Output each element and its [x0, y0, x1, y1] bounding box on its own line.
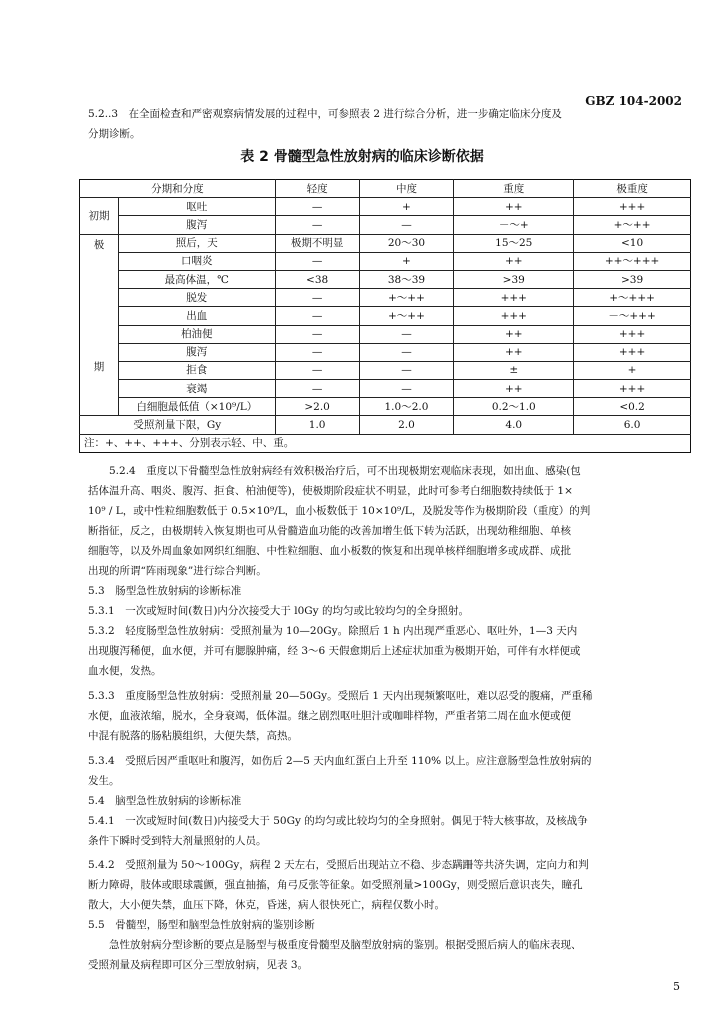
table-row: [80, 289, 691, 307]
table-row: [80, 343, 691, 361]
paragraph-5-2-4-line1: 5.2.4 重度以下骨髓型急性放射病经有效积极治疗后，可不出现极期宏观临床表现，如出血、感染(包: [109, 465, 581, 477]
header-severe: 重度: [454, 180, 574, 198]
cell-severe: ++: [454, 252, 574, 270]
cell-moderate: —: [359, 343, 454, 361]
paragraph-5-5-line1: 急性放射病分型诊断的要点是肠型与极重度骨髓型及脑型放射病的鉴别。根据受照后病人的临床表现、: [109, 939, 582, 951]
cell-moderate: —: [359, 380, 454, 398]
row-label: 拒食: [118, 361, 275, 379]
cell-mild: —: [275, 198, 359, 216]
table-row: [80, 234, 691, 252]
paragraph-5-4-1-line2: 条件下瞬时受到特大剂量照射的人员。: [88, 835, 267, 847]
paragraph-5-4-2-line3: 散大，大小便失禁，血压下降，休克，昏迷，病人很快死亡，病程仅数小时。: [88, 899, 445, 911]
dose-row: [80, 416, 691, 434]
table-row: [80, 307, 691, 325]
cell-extreme: +～++: [574, 216, 691, 234]
cell-extreme: ++～+++: [574, 252, 691, 270]
document-code: GBZ 104-2002: [585, 94, 682, 108]
cell-mild: —: [275, 361, 359, 379]
paragraph-5-2-3-line2: 分期诊断。: [88, 128, 141, 140]
cell-severe: ++: [454, 380, 574, 398]
table-row: [80, 361, 691, 379]
paragraph-5-3-2-line2: 出现腹泻稀便，血水便，并可有腮腺肿痛，经 3～6 天假愈期后上述症状加重为极期开始，可伴有水样便或: [88, 645, 581, 657]
paragraph-5-5-line2: 受照剂量及病程即可区分三型放射病，见表 3。: [88, 959, 309, 971]
row-label: 照后，天: [118, 234, 275, 252]
paragraph-5-3-1: 5.3.1 一次或短时间(数日)内分次接受大于 l0Gy 的均匀或比较均匀的全身照射。: [88, 605, 469, 617]
row-label: 口咽炎: [118, 252, 275, 270]
cell-extreme: +++: [574, 325, 691, 343]
cell-severe: ++: [454, 325, 574, 343]
cell-mild: >2.0: [275, 398, 359, 416]
header-extreme: 极重度: [574, 180, 691, 198]
paragraph-5-2-4-line2: 括体温升高、咽炎、腹泻、拒食、柏油便等)，使极期阶段症状不明显，此时可参考白细胞数持续低于 1×: [88, 485, 573, 497]
table-row: [80, 216, 691, 234]
table-note-row: [80, 434, 691, 452]
cell-moderate: 1.0～2.0: [359, 398, 454, 416]
paragraph-5-3-2-line1: 5.3.2 轻度肠型急性放射病：受照剂量为 10—20Gy。除照后 1 h 内出现严重恶心、呕吐外，1—3 天内: [88, 625, 578, 637]
heading-5-4: 5.4 脑型急性放射病的诊断标准: [88, 795, 242, 807]
cell-mild: —: [275, 289, 359, 307]
cell-extreme: >39: [574, 270, 691, 288]
table-note: 注：+、++、+++、分别表示轻、中、重。: [80, 434, 691, 452]
cell-mild: —: [275, 216, 359, 234]
row-label: 腹泻: [118, 216, 275, 234]
cell-severe: 4.0: [454, 416, 574, 434]
row-label: 出血: [118, 307, 275, 325]
heading-5-5: 5.5 骨髓型，肠型和脑型急性放射病的鉴别诊断: [88, 919, 315, 931]
paragraph-5-4-2-line2: 断力障碍，肢体或眼球震颤，强直抽搐，角弓反张等征象。如受照剂量>100Gy，则受照后意识丧失，瞳孔: [88, 879, 583, 891]
paragraph-5-2-4-line5: 细胞等，以及外周血象如网织红细胞、中性粒细胞、血小板数的恢复和出现单核样细胞增多或成群、成批: [88, 545, 571, 557]
header-moderate: 中度: [359, 180, 454, 198]
paragraph-5-3-4-line1: 5.3.4 受照后因严重呕吐和腹泻，如伤后 2—5 天内血红蛋白上升至 110% 以上。应注意肠型急性放射病的: [88, 755, 592, 767]
group-peak-top-label: 极: [93, 238, 105, 251]
table-row: [80, 325, 691, 343]
heading-5-3: 5.3 肠型急性放射病的诊断标准: [88, 585, 242, 597]
cell-mild: —: [275, 325, 359, 343]
cell-severe: ++: [454, 198, 574, 216]
paragraph-5-3-3-line2: 水便，血液浓缩，脱水，全身衰竭，低体温。继之剧烈呕吐胆汁或咖啡样物，严重者第二周在血水便或便: [88, 710, 571, 722]
table-2-title: 表 2 骨髓型急性放射病的临床诊断依据: [240, 149, 484, 165]
cell-severe: 15～25: [454, 234, 574, 252]
cell-severe: －～+: [454, 216, 574, 234]
cell-mild: 1.0: [275, 416, 359, 434]
cell-moderate: —: [359, 361, 454, 379]
row-label: 衰竭: [118, 380, 275, 398]
group-peak-bottom-label: 期: [93, 360, 105, 373]
paragraph-5-2-3-line1: 5.2..3 在全面检查和严密观察病情发展的过程中，可参照表 2 进行综合分析，进一步确定临床分度及: [88, 108, 562, 120]
paragraph-5-3-4-line2: 发生。: [88, 775, 120, 787]
paragraph-5-4-1-line1: 5.4.1 一次或短时间(数日)内接受大于 50Gy 的均匀或比较均匀的全身照射。偶见于特大核事故，及核战争: [88, 815, 588, 827]
cell-extreme: +++: [574, 198, 691, 216]
diagnosis-table: [79, 179, 691, 453]
group-peak-stage: [80, 234, 119, 416]
paragraph-5-3-2-line3: 血水便，发热。: [88, 665, 162, 677]
dose-row-label: 受照剂量下限，Gy: [80, 416, 276, 434]
header-mild: 轻度: [275, 180, 359, 198]
row-label: 呕吐: [118, 198, 275, 216]
row-label: 柏油便: [118, 325, 275, 343]
cell-moderate: —: [359, 325, 454, 343]
paragraph-5-4-2-line1: 5.4.2 受照剂量为 50～100Gy，病程 2 天左右，受照后出现站立不稳、步态蹒跚等共济失调，定向力和判: [88, 859, 589, 871]
row-label: 最高体温，℃: [118, 270, 275, 288]
cell-mild: <38: [275, 270, 359, 288]
cell-moderate: 20～30: [359, 234, 454, 252]
group-initial-stage: 初期: [80, 198, 119, 234]
table-row: [80, 398, 691, 416]
cell-severe: ++: [454, 343, 574, 361]
cell-moderate: 38～39: [359, 270, 454, 288]
cell-mild: 极期不明显: [275, 234, 359, 252]
cell-extreme: +++: [574, 380, 691, 398]
paragraph-5-2-4-line4: 断指征，反之，由极期转入恢复期也可从骨髓造血功能的改善加增生低下转为活跃，出现幼稚细胞、单核: [88, 525, 571, 537]
table-row: [80, 380, 691, 398]
cell-extreme: <0.2: [574, 398, 691, 416]
cell-severe: +++: [454, 307, 574, 325]
cell-mild: —: [275, 307, 359, 325]
cell-extreme: +++: [574, 343, 691, 361]
cell-extreme: +: [574, 361, 691, 379]
cell-moderate: +～++: [359, 307, 454, 325]
cell-moderate: 2.0: [359, 416, 454, 434]
table-header-row: [80, 180, 691, 198]
table-row: [80, 198, 691, 216]
cell-moderate: +: [359, 198, 454, 216]
cell-severe: 0.2～1.0: [454, 398, 574, 416]
cell-moderate: +: [359, 252, 454, 270]
cell-severe: ±: [454, 361, 574, 379]
cell-mild: —: [275, 380, 359, 398]
cell-extreme: <10: [574, 234, 691, 252]
cell-mild: —: [275, 343, 359, 361]
paragraph-5-2-4-line3: 10⁹ / L，或中性粒细胞数低于 0.5×10⁹/L，血小板数低于 10×10⁹/L，及脱发等作为极期阶段（重度）的判: [88, 505, 591, 517]
row-label: 脱发: [118, 289, 275, 307]
paragraph-5-3-3-line3: 中混有脱落的肠粘膜组织，大便失禁，高热。: [88, 730, 298, 742]
row-label: 腹泻: [118, 343, 275, 361]
cell-mild: —: [275, 252, 359, 270]
row-label: 白细胞最低值（×10⁹/L）: [118, 398, 275, 416]
cell-extreme: －～+++: [574, 307, 691, 325]
paragraph-5-2-4-line6: 出现的所谓“阵雨现象”进行综合判断。: [88, 565, 267, 577]
cell-moderate: +～++: [359, 289, 454, 307]
cell-extreme: 6.0: [574, 416, 691, 434]
cell-severe: +++: [454, 289, 574, 307]
table-row: [80, 270, 691, 288]
page-number: 5: [673, 980, 680, 993]
table-row: [80, 252, 691, 270]
cell-moderate: —: [359, 216, 454, 234]
paragraph-5-3-3-line1: 5.3.3 重度肠型急性放射病：受照剂量 20—50Gy。受照后 1 天内出现频繁呕吐，难以忍受的腹痛，严重稀: [88, 690, 593, 702]
cell-extreme: +～+++: [574, 289, 691, 307]
cell-severe: >39: [454, 270, 574, 288]
header-stage-grade: 分期和分度: [80, 180, 276, 198]
